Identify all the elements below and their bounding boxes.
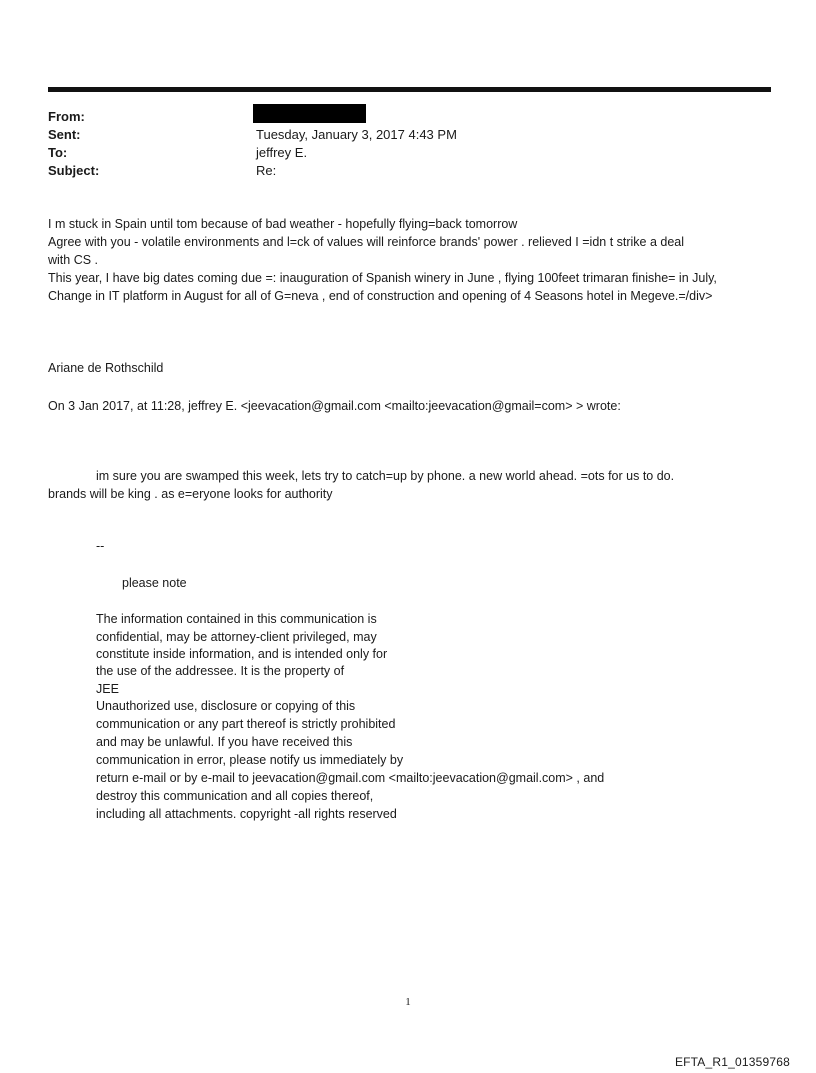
page-number: 1 [405, 996, 411, 1008]
disclaimer-line: confidential, may be attorney-client privileged, may [96, 630, 377, 644]
signature-separator: -- [96, 539, 105, 553]
body-line: Change in IT platform in August for all of G=neva , end of construction and opening of 4 Seasons hotel in Megeve.=/div> [48, 289, 713, 303]
body-line: with CS . [48, 253, 99, 267]
quote-intro: On 3 Jan 2017, at 11:28, jeffrey E. <jeevacation@gmail.com <mailto:jeevacation@gmail=com> > wrote: [48, 399, 621, 413]
disclaimer-line: including all attachments. copyright -all rights reserved [96, 807, 397, 821]
disclaimer-line: JEE [96, 682, 119, 696]
quoted-line: im sure you are swamped this week, lets try to catch=up by phone. a new world ahead. =ots for us to do. [96, 469, 675, 483]
disclaimer-line: and may be unlawful. If you have received this [96, 735, 353, 749]
disclaimer-line: the use of the addressee. It is the property of [96, 664, 345, 678]
please-note: please note [122, 576, 187, 590]
disclaimer-line: constitute inside information, and is intended only for [96, 647, 388, 661]
subject-value: Re: [256, 163, 277, 178]
header-rule [48, 87, 771, 92]
sent-label: Sent: [48, 127, 81, 142]
from-label: From: [48, 109, 85, 124]
to-label: To: [48, 145, 68, 160]
disclaimer-line: The information contained in this communication is [96, 612, 377, 626]
body-line: This year, I have big dates coming due =: inauguration of Spanish winery in June , flying 100feet trimaran finishe= in July, [48, 271, 717, 285]
subject-label: Subject: [48, 163, 100, 178]
redacted-sender [253, 104, 366, 123]
body-line: Agree with you - volatile environments and l=ck of values will reinforce brands' power . relieved I =idn t strike a deal [48, 235, 685, 249]
document-id: EFTA_R1_01359768 [674, 1055, 790, 1069]
sent-value: Tuesday, January 3, 2017 4:43 PM [256, 127, 457, 142]
disclaimer-line: communication or any part thereof is strictly prohibited [96, 717, 396, 731]
disclaimer-line: destroy this communication and all copies thereof, [96, 789, 374, 803]
disclaimer-line: communication in error, please notify us immediately by [96, 753, 404, 767]
disclaimer-line: return e-mail or by e-mail to jeevacation@gmail.com <mailto:jeevacation@gmail.com> , and [96, 771, 605, 785]
signature: Ariane de Rothschild [48, 361, 164, 375]
quoted-line: brands will be king . as e=eryone looks for authority [48, 487, 333, 501]
disclaimer-line: Unauthorized use, disclosure or copying of this [96, 699, 356, 713]
body-line: I m stuck in Spain until tom because of bad weather - hopefully flying=back tomorrow [48, 217, 518, 231]
to-value: jeffrey E. [256, 145, 308, 160]
